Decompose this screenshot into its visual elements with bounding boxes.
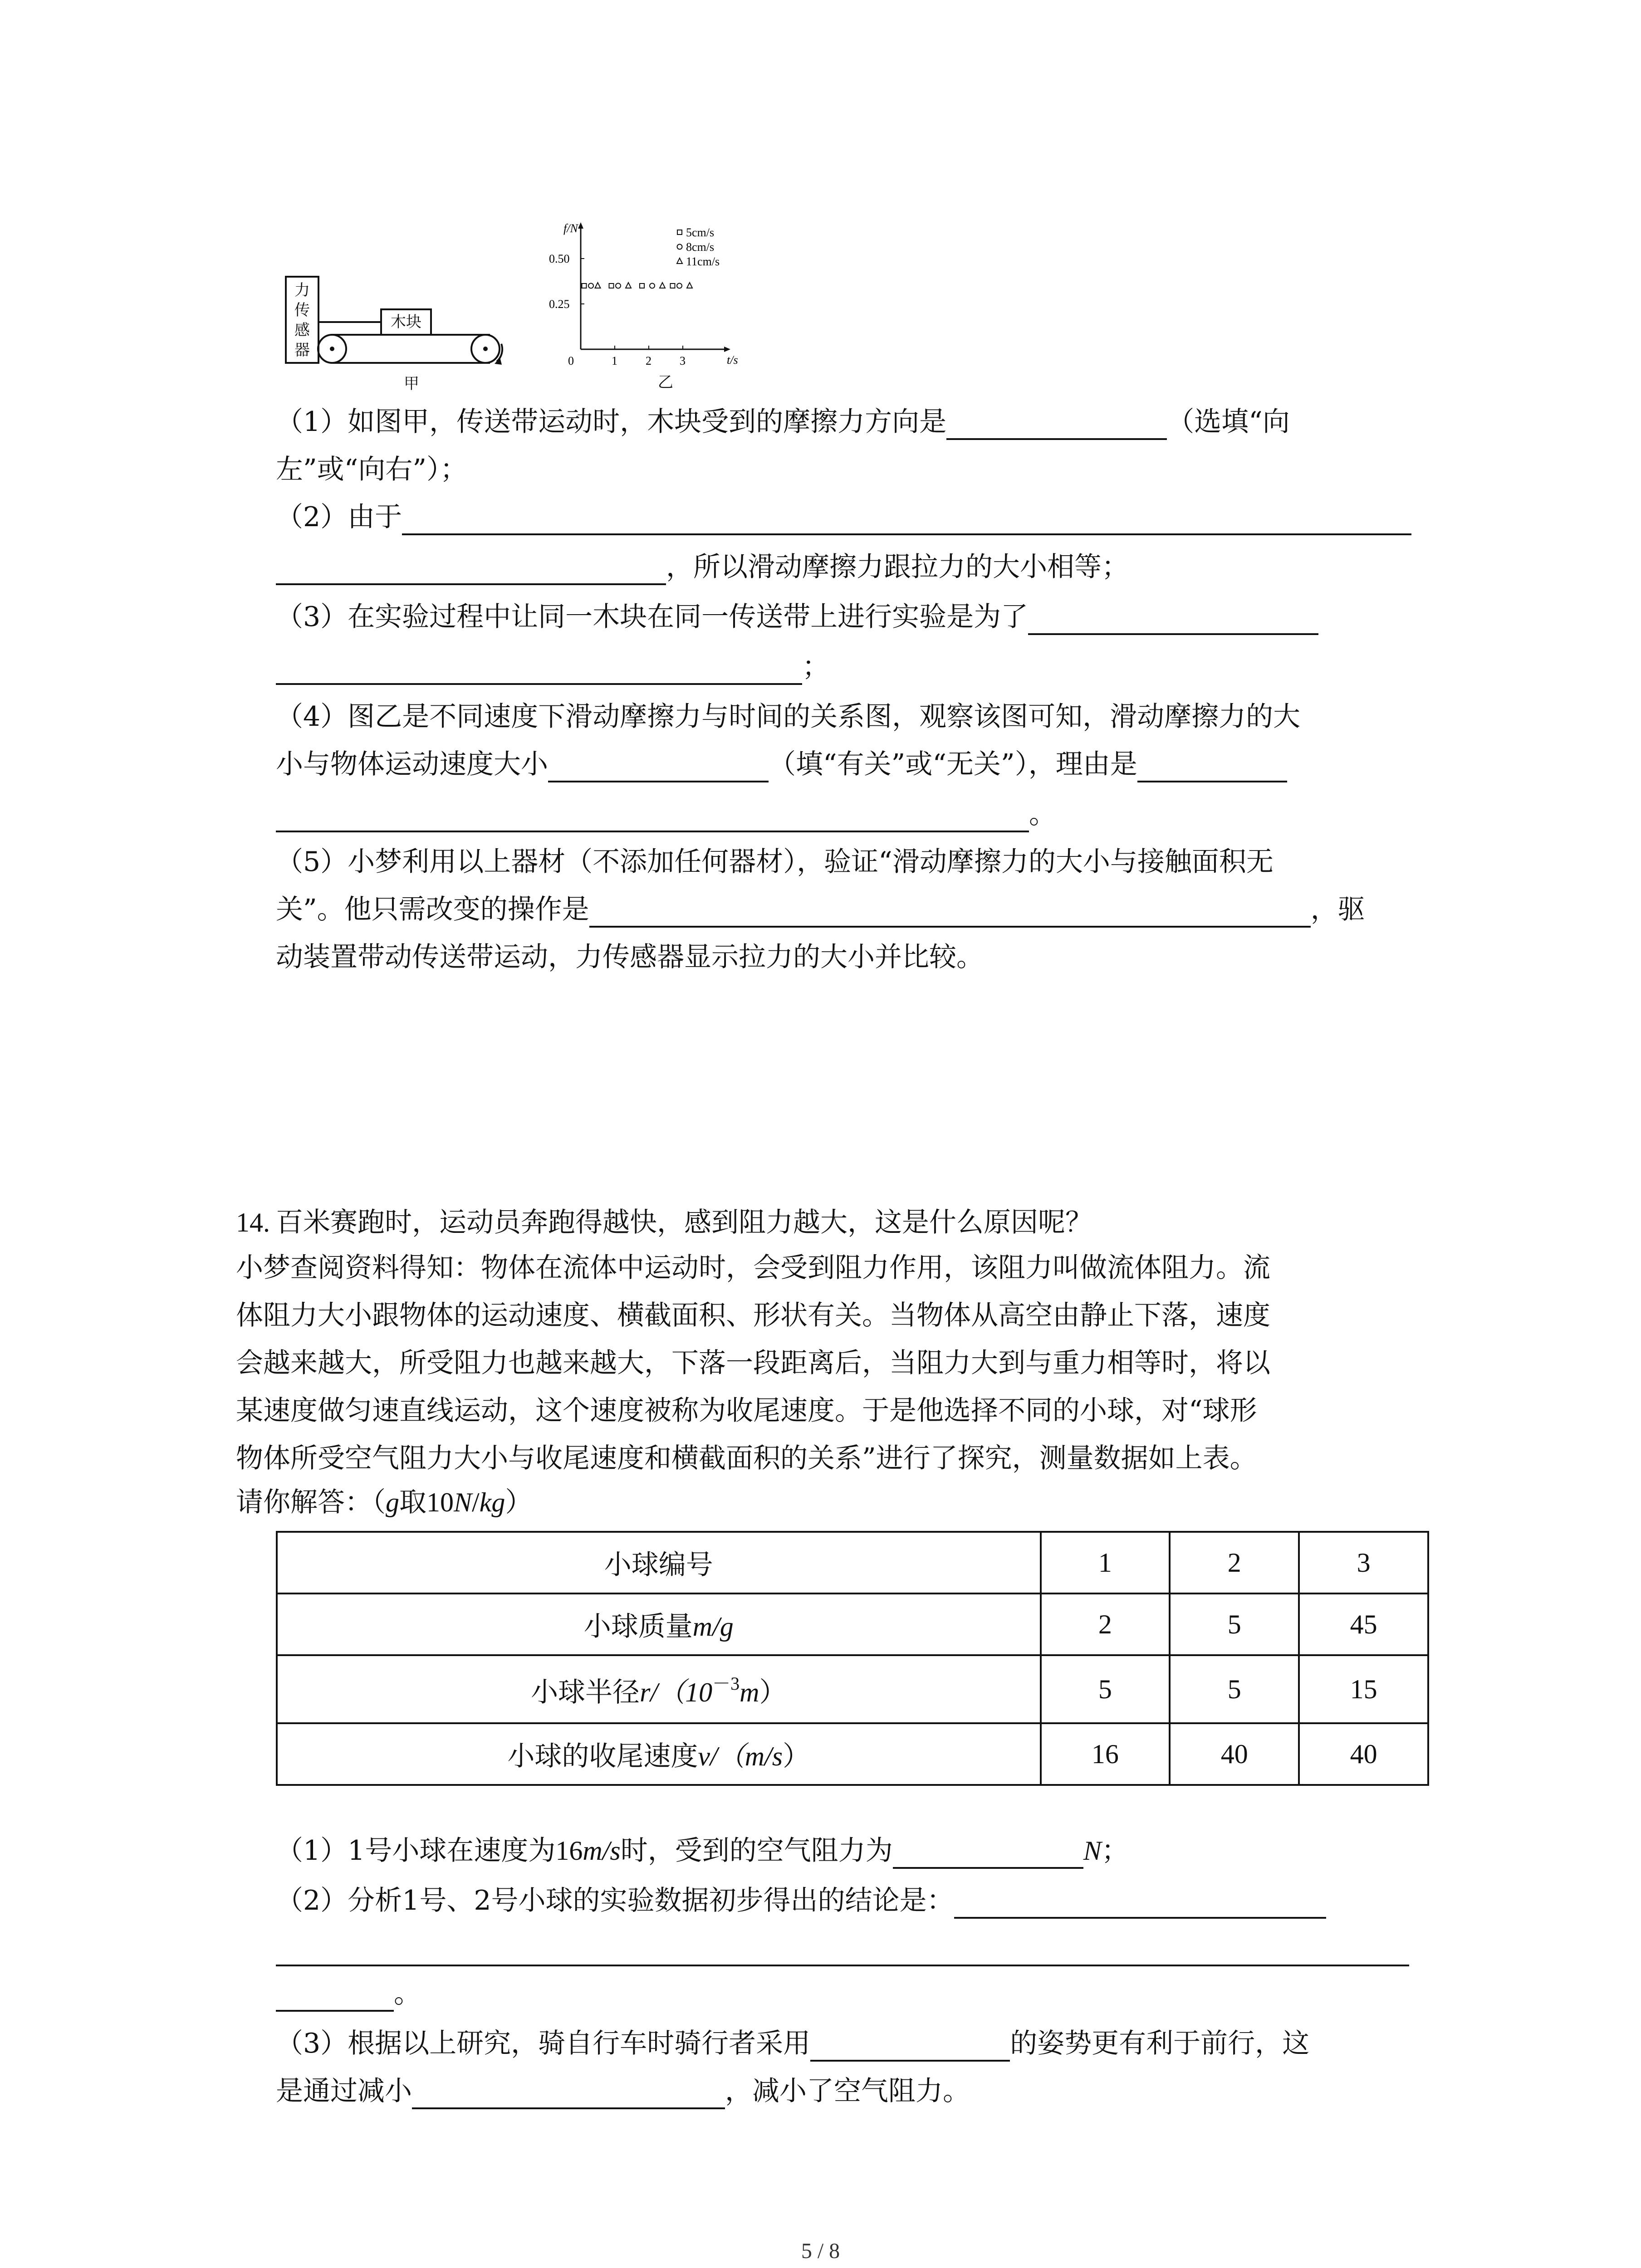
table-cell: 15 <box>1299 1655 1428 1723</box>
legend-label: 8cm/s <box>686 240 715 254</box>
q14-l7-value: 10 <box>426 1487 454 1517</box>
q14-p3-text-2: 的姿势更有利于前行，这 <box>1010 2028 1310 2059</box>
table-cell: 40 <box>1299 1723 1428 1785</box>
q14-p3-text-3: 是通过减小 <box>276 2075 412 2107</box>
data-point <box>687 283 692 288</box>
q13-p5-text: （5）小梦利用以上器材（不添加任何器材），验证“滑动摩擦力的大小与接触面积无 <box>276 846 1274 878</box>
table-cell: 45 <box>1299 1593 1428 1655</box>
q13-part2-line2 <box>276 549 1129 585</box>
figure-yi <box>535 213 817 395</box>
table-row-radius <box>277 1655 1428 1723</box>
q14-p3-text: （3）根据以上研究，骑自行车时骑行者采用 <box>276 2028 811 2059</box>
speed-unit-1: v/（ <box>698 1741 745 1771</box>
q13-part3-line1 <box>276 599 1318 635</box>
q14-line2: 小梦查阅资料得知：物体在流体中运动时，会受到阻力作用，该阻力叫做流体阻力。流 <box>236 1252 1270 1284</box>
q14-p1-answer-blank[interactable] <box>893 1839 1083 1869</box>
data-point <box>660 283 665 288</box>
q14-part2-line1 <box>276 1882 1326 1919</box>
q13-p2-text-2: ，所以滑动摩擦力跟拉力的大小相等； <box>666 551 1129 583</box>
q14-p2-answer-blank-1[interactable] <box>954 1889 1326 1919</box>
q13-part5-line1 <box>276 844 1274 880</box>
table-cell: 5 <box>1170 1655 1299 1723</box>
q13-p3-answer-blank-1[interactable] <box>1028 605 1318 635</box>
q14-part3-line2 <box>276 2073 970 2109</box>
q14-p2-text: （2）分析1号、2号小球的实验数据初步得出的结论是： <box>276 1885 954 1916</box>
table-cell-label <box>277 1655 1041 1723</box>
table-cell: 2 <box>1170 1532 1299 1593</box>
mass-unit: m/g <box>692 1612 734 1642</box>
x-axis-label: t/s <box>727 353 738 367</box>
radius-unit-3: ） <box>759 1676 787 1708</box>
sensor-label: 力传感器 <box>294 282 310 359</box>
q13-part5-line2 <box>276 891 1365 928</box>
q13-p4-answer-blank-3[interactable] <box>276 802 1029 832</box>
q13-p5-text-3: ，驱 <box>1310 894 1365 925</box>
radius-exponent: －3 <box>712 1673 740 1694</box>
data-point <box>609 284 614 288</box>
mass-label: 小球质量 <box>583 1611 693 1642</box>
q14-line7 <box>236 1484 532 1520</box>
q14-p1-unit: m/s <box>583 1836 621 1866</box>
data-point <box>640 284 644 288</box>
q13-p1-option-text: （选填“向 <box>1167 406 1290 438</box>
legend-marker <box>677 258 682 264</box>
legend-marker <box>677 244 682 249</box>
q13-p3-text-2: ； <box>802 651 829 683</box>
q14-p2-answer-blank-2[interactable] <box>276 1936 1409 1966</box>
data-point <box>616 284 621 288</box>
q14-l7-g: g <box>386 1487 399 1517</box>
q14-p1-semicolon: ； <box>1101 1835 1129 1867</box>
q14-p3-text-4: ，减小了空气阻力。 <box>725 2075 970 2107</box>
page-number: 5 / 8 <box>801 2239 840 2263</box>
q14-p3-answer-blank-2[interactable] <box>412 2079 725 2109</box>
q13-part4-line1 <box>276 699 1300 735</box>
q14-p2-period: 。 <box>394 1978 421 2009</box>
q14-p1-text-2: 时，受到的空气阻力为 <box>620 1835 893 1867</box>
x-tick-label: 1 <box>612 354 617 367</box>
q14-line5: 某速度做匀速直线运动，这个速度被称为收尾速度。于是他选择不同的小球，对“球形 <box>236 1395 1257 1427</box>
data-point <box>595 283 601 288</box>
data-point <box>650 284 655 288</box>
friction-time-chart <box>535 213 817 395</box>
q14-part2-line3 <box>276 1975 421 2012</box>
q14-line6: 物体所受空气阻力大小与收尾速度和横截面积的关系”进行了探究，测量数据如上表。 <box>236 1442 1257 1474</box>
table-cell: 5 <box>1170 1593 1299 1655</box>
speed-unit-3: ） <box>783 1740 810 1772</box>
table-cell: 5 <box>1041 1655 1170 1723</box>
y-axis-arrow <box>578 222 583 229</box>
q14-part3-line1 <box>276 2025 1309 2062</box>
legend-label: 5cm/s <box>686 226 715 239</box>
q13-p1-answer-blank[interactable] <box>946 410 1167 440</box>
q14-number: 14. <box>236 1207 270 1237</box>
table-cell: 3 <box>1299 1532 1428 1593</box>
table-row-speed <box>277 1723 1428 1785</box>
q14-l7-unit-n: N <box>454 1487 472 1517</box>
table-cell-label: 小球编号 <box>277 1532 1041 1593</box>
q13-p4-answer-blank-1[interactable] <box>548 753 769 782</box>
q14-p3-answer-blank-1[interactable] <box>810 2032 1010 2062</box>
table-row-header <box>277 1532 1428 1593</box>
q14-part1 <box>276 1833 1129 1869</box>
table-cell-label <box>277 1593 1041 1655</box>
legend-marker <box>677 230 682 235</box>
q14-l7-slash: / <box>472 1487 480 1517</box>
speed-label: 小球的收尾速度 <box>507 1740 698 1772</box>
data-point <box>677 284 682 288</box>
q14-p2-answer-blank-3[interactable] <box>276 1982 394 2012</box>
table-cell: 1 <box>1041 1532 1170 1593</box>
q13-part4-line3 <box>276 796 1056 832</box>
q13-p3-answer-blank-2[interactable] <box>276 655 802 685</box>
data-point <box>588 284 593 288</box>
table-cell: 16 <box>1041 1723 1170 1785</box>
radius-unit-1: r/（10 <box>640 1677 713 1707</box>
q13-p2-text: （2）由于 <box>276 501 402 533</box>
q13-p4-text-2: 小与物体运动速度大小 <box>276 748 548 780</box>
table-cell-label <box>277 1723 1041 1785</box>
table-cell: 2 <box>1041 1593 1170 1655</box>
block-label: 木块 <box>391 313 421 331</box>
q13-part1-line2 <box>276 451 467 488</box>
q14-line3: 体阻力大小跟物体的运动速度、横截面积、形状有关。当物体从高空由静止下落，速度 <box>236 1300 1270 1331</box>
y-axis-label: f/N <box>563 222 578 235</box>
q14-line4: 会越来越大，所受阻力也越来越大，下落一段距离后，当阻力大到与重力相等时，将以 <box>236 1347 1270 1379</box>
q14-l7-unit-kg: kg <box>479 1487 505 1517</box>
x-axis-arrow <box>724 347 730 352</box>
chart-caption: 乙 <box>658 374 673 391</box>
q13-part4-line2 <box>276 746 1287 782</box>
q14-part2-line2 <box>276 1930 1409 1966</box>
q14-line1: 百米赛跑时，运动员奔跑得越快，感到阻力越大，这是什么原因呢？ <box>276 1207 1092 1238</box>
q13-p4-answer-blank-2[interactable] <box>1137 753 1287 782</box>
q13-p4-text: （4）图乙是不同速度下滑动摩擦力与时间的关系图，观察该图可知，滑动摩擦力的大 <box>276 701 1301 733</box>
q14-l7-close: ） <box>505 1486 533 1518</box>
q14-p1-text: （1）1号小球在速度为 <box>276 1835 556 1867</box>
q13-p3-text: （3）在实验过程中让同一木块在同一传送带上进行实验是为了 <box>276 601 1029 633</box>
ball-data-table <box>276 1531 1429 1786</box>
q14-p1-unit-n: N <box>1083 1836 1102 1866</box>
data-point <box>626 283 631 288</box>
q13-p1-text: （1）如图甲，传送带运动时，木块受到的摩擦力方向是 <box>276 406 947 438</box>
q14-p1-speed: 16 <box>555 1836 583 1866</box>
figure-jia <box>272 268 526 395</box>
q13-p2-answer-blank-1[interactable] <box>402 505 1411 535</box>
data-point <box>582 284 587 288</box>
q13-part3-line2 <box>276 649 829 685</box>
q13-p5-text-2: 关”。他只需改变的操作是 <box>276 894 589 925</box>
x-tick-label: 3 <box>680 354 686 367</box>
y-tick-label: 0.25 <box>549 298 570 311</box>
q13-part2-line1 <box>276 499 1411 535</box>
q14-l7-take: 取 <box>399 1486 426 1518</box>
q13-part5-line3 <box>276 939 984 975</box>
q13-p2-answer-blank-2[interactable] <box>276 555 666 585</box>
origin-label: 0 <box>568 354 574 367</box>
radius-label: 小球半径 <box>531 1676 640 1708</box>
q13-p5-answer-blank[interactable] <box>589 898 1311 928</box>
x-tick-label: 2 <box>646 354 652 367</box>
q13-p4-text-4: 。 <box>1029 798 1056 830</box>
q14-l7-text: 请你解答：（ <box>236 1486 386 1518</box>
data-point <box>671 284 675 288</box>
q13-p4-text-3: （填“有关”或“无关”），理由是 <box>769 748 1137 780</box>
y-tick-label: 0.50 <box>549 252 570 265</box>
figure-jia-caption: 甲 <box>404 375 419 392</box>
table-cell: 40 <box>1170 1723 1299 1785</box>
q13-p5-text-4: 动装置带动传送带运动，力传感器显示拉力的大小并比较。 <box>276 941 984 973</box>
q13-p1-option-text-2: 左”或“向右”）； <box>276 454 468 485</box>
speed-unit-2: m/s <box>745 1741 783 1771</box>
q13-part1-line1 <box>276 404 1290 440</box>
legend-label: 11cm/s <box>686 255 720 268</box>
radius-unit-2: m <box>740 1677 759 1707</box>
table-row-mass <box>277 1593 1428 1655</box>
